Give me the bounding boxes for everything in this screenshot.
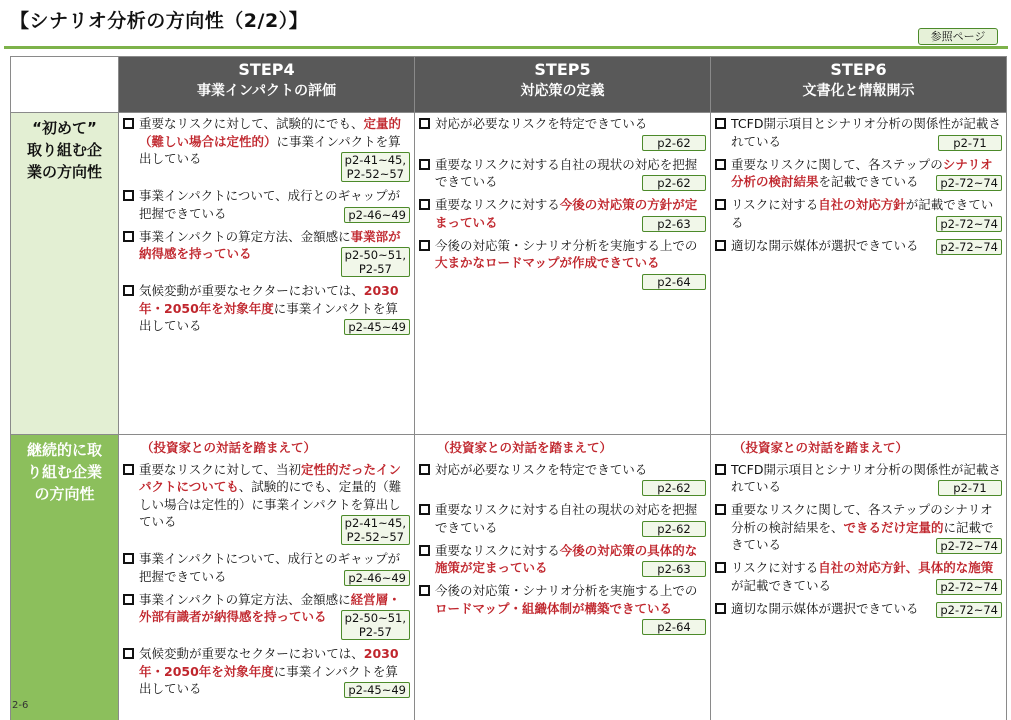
item-text: に事業インパクトを算出している bbox=[139, 133, 401, 166]
checklist-item-text bbox=[435, 116, 647, 131]
checklist-item bbox=[419, 115, 706, 151]
table-row-continuous bbox=[11, 435, 1007, 720]
cell-step4 bbox=[119, 113, 415, 435]
page-reference-tag bbox=[341, 247, 410, 277]
page-reference-line: p2-64 bbox=[657, 274, 691, 289]
cell-step4 bbox=[119, 435, 415, 720]
row-label-line: 取り組む企 bbox=[26, 141, 102, 159]
investor-dialogue-subheading: （投資家との対話を踏まえて） bbox=[437, 440, 613, 455]
item-text: 事業インパクトの算定方法、金額感に bbox=[139, 228, 351, 244]
highlighted-text: 定性的だったインパクトについても bbox=[139, 461, 402, 494]
checkbox-square-icon bbox=[419, 545, 430, 556]
page-reference-line: P2-52~57 bbox=[346, 167, 404, 181]
step-number: STEP5 bbox=[534, 60, 591, 79]
page-reference-line: P2-57 bbox=[358, 625, 392, 639]
checkbox-square-icon bbox=[123, 594, 134, 605]
page-title: 【シナリオ分析の方向性（2/2）】 bbox=[10, 10, 309, 32]
item-text: 対応が必要なリスクを特定できている bbox=[435, 116, 648, 131]
page-reference-line: p2-72~74 bbox=[940, 239, 998, 254]
checkbox-square-icon bbox=[715, 562, 726, 573]
item-text: が記載できている bbox=[731, 197, 994, 230]
item-text: 重要なリスクに対する自社の現状の対応を把握できている bbox=[435, 156, 698, 189]
title-divider bbox=[4, 46, 1008, 49]
checkbox-square-icon bbox=[123, 231, 134, 242]
checkbox-square-icon bbox=[419, 504, 430, 515]
item-text: 重要なリスクに関して、各ステップの bbox=[731, 156, 943, 172]
page-reference-line: p2-45~49 bbox=[348, 320, 406, 334]
item-text: 重要なリスクに関して、各ステップのシナリオ分析の検討結果を、 bbox=[731, 502, 993, 535]
checklist-item bbox=[123, 228, 410, 278]
page-reference-line: p2-41~45, bbox=[344, 516, 406, 530]
checkbox-square-icon bbox=[123, 648, 134, 659]
item-text: 今後の対応策・シナリオ分析を実施する上での bbox=[435, 237, 698, 253]
checklist-item bbox=[123, 550, 410, 586]
step4-header bbox=[119, 57, 415, 113]
checklist-item bbox=[715, 600, 1002, 618]
page-reference-tag bbox=[936, 239, 1002, 255]
checkbox-square-icon bbox=[419, 240, 430, 251]
item-text: 重要なリスクに対する自社の現状の対応を把握できている bbox=[435, 502, 698, 535]
page-reference-tag bbox=[344, 319, 410, 335]
checkbox-square-icon bbox=[715, 118, 726, 129]
row-label-line: 継続的に取 bbox=[26, 441, 102, 459]
page-reference-tag bbox=[642, 274, 706, 290]
item-text: に事業インパクトを算出している bbox=[139, 300, 398, 333]
step-name: 対応策の定義 bbox=[520, 83, 605, 99]
step6-header bbox=[711, 57, 1007, 113]
item-text: 事業インパクトの算定方法、金額感に bbox=[139, 591, 351, 607]
page-reference-tag bbox=[936, 175, 1002, 191]
checklist-item bbox=[419, 542, 706, 578]
scenario-matrix-table bbox=[10, 56, 1007, 720]
page-reference-line: p2-72~74 bbox=[940, 579, 998, 594]
item-text: 、試験的にでも、定量的（難しい場合は定性的）に事業インパクトを算出している bbox=[139, 479, 402, 529]
page-reference-line: p2-62 bbox=[657, 481, 691, 495]
checklist-item-text bbox=[435, 583, 697, 616]
checklist-item-text bbox=[435, 462, 647, 477]
item-text: リスクに対する bbox=[731, 197, 819, 212]
highlighted-text: 2030年・2050年を対象年度 bbox=[139, 283, 399, 316]
page-reference-line: p2-62 bbox=[657, 521, 691, 536]
item-text: が記載できている bbox=[731, 577, 832, 593]
page-reference-line: p2-62 bbox=[657, 135, 691, 150]
checklist-item-text bbox=[731, 601, 919, 616]
item-text: 対応が必要なリスクを特定できている bbox=[435, 461, 648, 477]
page-reference-line: p2-46~49 bbox=[348, 207, 406, 222]
item-text: に記載できている bbox=[731, 519, 994, 552]
checklist-item bbox=[123, 187, 410, 223]
page-reference-tag bbox=[642, 561, 706, 577]
checkbox-square-icon bbox=[419, 464, 430, 475]
checkbox-square-icon bbox=[715, 159, 726, 170]
row-label-continuous bbox=[11, 435, 119, 720]
checkbox-square-icon bbox=[715, 603, 726, 614]
checklist-item bbox=[123, 115, 410, 182]
page-reference-line: p2-72~74 bbox=[940, 539, 998, 553]
checkbox-square-icon bbox=[715, 240, 726, 251]
reference-page-tag: 参照ページ bbox=[918, 28, 998, 45]
item-text: 重要なリスクに対する bbox=[435, 542, 560, 558]
step5-header bbox=[415, 57, 711, 113]
page-reference-line: p2-72~74 bbox=[940, 176, 998, 190]
checkbox-square-icon bbox=[419, 118, 430, 129]
page-reference-line: P2-57 bbox=[358, 262, 392, 276]
page-reference-line: P2-52~57 bbox=[346, 530, 404, 544]
highlighted-text: 今後の対応策の方針が定まっている bbox=[435, 197, 698, 230]
checkbox-square-icon bbox=[123, 553, 134, 564]
page-reference-tag bbox=[341, 515, 410, 545]
page-reference-line: p2-71 bbox=[953, 481, 987, 495]
page-reference-line: p2-62 bbox=[657, 176, 691, 190]
row-label-first-time bbox=[11, 113, 119, 435]
investor-dialogue-subheading: （投資家との対話を踏まえて） bbox=[141, 440, 317, 455]
item-text: に事業インパクトを算出している bbox=[139, 663, 398, 696]
row-label-line: り組む企業 bbox=[26, 463, 102, 481]
investor-dialogue-subheading: （投資家との対話を踏まえて） bbox=[733, 440, 909, 455]
page-number: 2-6 bbox=[12, 700, 29, 711]
checklist-item bbox=[419, 156, 706, 192]
checklist-item bbox=[715, 196, 1002, 232]
checklist-item bbox=[715, 501, 1002, 554]
highlighted-text: ロードマップ・組織体制が構築できている bbox=[435, 600, 673, 616]
page-reference-line: p2-72~74 bbox=[940, 602, 998, 617]
page-reference-line: p2-71 bbox=[953, 135, 987, 150]
table-row-first-time bbox=[11, 113, 1007, 435]
checkbox-square-icon bbox=[715, 199, 726, 210]
highlighted-text: できるだけ定量的 bbox=[843, 519, 944, 535]
page-reference-tag bbox=[936, 579, 1002, 595]
page-reference-tag bbox=[936, 216, 1002, 232]
page-reference-tag bbox=[341, 152, 410, 182]
checklist-item bbox=[715, 156, 1002, 192]
checklist-item bbox=[419, 461, 706, 497]
item-text: 重要なリスクに対する bbox=[435, 197, 560, 212]
checklist-item bbox=[123, 282, 410, 335]
page-reference-tag bbox=[642, 216, 706, 232]
step-number: STEP6 bbox=[830, 60, 887, 79]
page-reference-line: p2-72~74 bbox=[940, 216, 998, 231]
highlighted-text: 事業部が納得感を持っている bbox=[139, 228, 401, 261]
step-name: 事業インパクトの評価 bbox=[196, 83, 337, 99]
page-reference-line: p2-50~51, bbox=[344, 611, 406, 625]
item-text: 適切な開示媒体が選択できている bbox=[731, 237, 919, 253]
page-reference-tag bbox=[344, 682, 410, 698]
item-text: 事業インパクトについて、成行とのギャップが把握できている bbox=[139, 188, 401, 221]
checklist-item bbox=[715, 461, 1002, 497]
page-reference-tag bbox=[642, 175, 706, 191]
page-reference-tag bbox=[344, 570, 410, 586]
page-reference-line: p2-46~49 bbox=[348, 570, 406, 585]
highlighted-text: 経営層・外部有識者が納得感を持っている bbox=[139, 591, 401, 624]
cell-step6 bbox=[711, 113, 1007, 435]
step-number: STEP4 bbox=[238, 60, 295, 79]
item-text: 事業インパクトについて、成行とのギャップが把握できている bbox=[139, 551, 401, 584]
checkbox-square-icon bbox=[715, 464, 726, 475]
item-text: を記載できている bbox=[818, 174, 919, 189]
page-reference-tag bbox=[642, 521, 706, 537]
row-label-line: “初めて” bbox=[32, 119, 97, 137]
item-text: 今後の対応策・シナリオ分析を実施する上での bbox=[435, 583, 698, 598]
cell-step5 bbox=[415, 113, 711, 435]
cell-step6 bbox=[711, 435, 1007, 720]
page-reference-tag bbox=[642, 619, 706, 635]
cell-step5 bbox=[415, 435, 711, 720]
highlighted-text: シナリオ分析の検討結果 bbox=[731, 156, 993, 189]
checklist-item bbox=[715, 559, 1002, 595]
highlighted-text: 定量的（難しい場合は定性的） bbox=[139, 116, 402, 149]
page-reference-line: p2-63 bbox=[657, 216, 691, 231]
page-reference-tag bbox=[936, 602, 1002, 618]
item-text: リスクに対する bbox=[731, 560, 819, 575]
item-text: 気候変動が重要なセクターにおいては、 bbox=[139, 646, 364, 661]
checkbox-square-icon bbox=[419, 585, 430, 596]
checklist-item bbox=[419, 501, 706, 537]
item-text: TCFD開示項目とシナリオ分析の関係性が記載されている bbox=[731, 116, 1001, 149]
page-reference-tag bbox=[642, 480, 706, 496]
page-reference-tag bbox=[344, 207, 410, 223]
checklist-item bbox=[123, 591, 410, 641]
page-reference-tag bbox=[936, 538, 1002, 554]
item-text: 重要なリスクに対して、試験的にでも、 bbox=[139, 116, 364, 131]
highlighted-text: 2030年・2050年を対象年度 bbox=[139, 646, 399, 679]
checklist-item-text bbox=[435, 238, 697, 271]
checkbox-square-icon bbox=[123, 118, 134, 129]
page-reference-tag bbox=[642, 135, 706, 151]
highlighted-text: 今後の対応策の具体的な施策が定まっている bbox=[435, 542, 698, 575]
checklist-item bbox=[123, 461, 410, 546]
checklist-item bbox=[419, 237, 706, 290]
page-reference-line: p2-41~45, bbox=[344, 153, 406, 167]
highlighted-text: 大まかなロードマップが作成できている bbox=[435, 255, 660, 270]
page-reference-line: p2-63 bbox=[657, 562, 691, 576]
item-text: 適切な開示媒体が選択できている bbox=[731, 600, 919, 616]
row-label-line: 業の方向性 bbox=[26, 163, 102, 181]
page-reference-line: p2-50~51, bbox=[344, 248, 406, 262]
page-reference-tag bbox=[938, 480, 1002, 496]
item-text: 重要なリスクに対して、当初 bbox=[139, 461, 302, 477]
checkbox-square-icon bbox=[123, 285, 134, 296]
checklist-item bbox=[419, 582, 706, 635]
highlighted-text: 自社の対応方針 bbox=[818, 197, 906, 212]
checklist-item bbox=[715, 115, 1002, 151]
item-text: TCFD開示項目とシナリオ分析の関係性が記載されている bbox=[731, 461, 1001, 494]
checkbox-square-icon bbox=[123, 190, 134, 201]
item-text: 気候変動が重要なセクターにおいては、 bbox=[139, 283, 364, 298]
checklist-item bbox=[123, 645, 410, 698]
checkbox-square-icon bbox=[715, 504, 726, 515]
step-name: 文書化と情報開示 bbox=[802, 83, 915, 99]
checkbox-square-icon bbox=[419, 159, 430, 170]
page-reference-tag bbox=[341, 610, 410, 640]
checklist-item-text bbox=[731, 238, 919, 253]
page-reference-tag bbox=[938, 135, 1002, 151]
checklist-item bbox=[715, 237, 1002, 255]
highlighted-text: 自社の対応方針、具体的な施策 bbox=[818, 560, 994, 575]
page-reference-line: p2-64 bbox=[657, 620, 691, 634]
checklist-item bbox=[419, 196, 706, 232]
table-corner bbox=[11, 57, 119, 113]
page-reference-line: p2-45~49 bbox=[348, 683, 406, 697]
checkbox-square-icon bbox=[419, 199, 430, 210]
checkbox-square-icon bbox=[123, 464, 134, 475]
row-label-line: の方向性 bbox=[34, 485, 95, 503]
